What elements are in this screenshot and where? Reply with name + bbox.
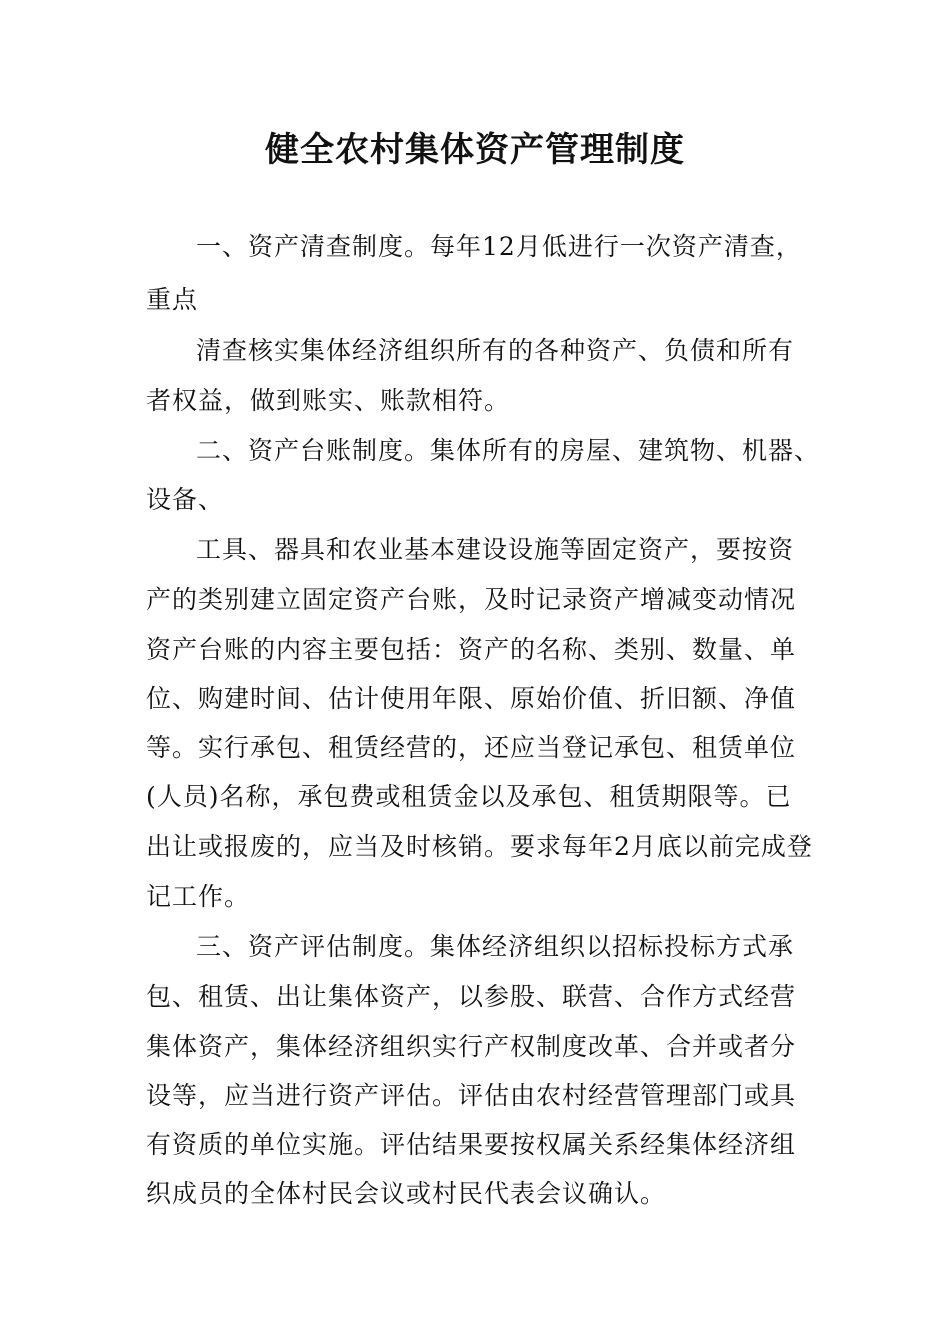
paragraph-line: 有资质的单位实施。评估结果要按权属关系经集体经济组 xyxy=(146,1130,797,1159)
paragraph-line: 一、资产清查制度。每年12月低进行一次资产清查， xyxy=(196,232,802,261)
paragraph-line: 清查核实集体经济组织所有的各种资产、负债和所有 xyxy=(196,336,795,365)
paragraph-line: 工具、器具和农业基本建设设施等固定资产，要按资 xyxy=(196,535,795,564)
paragraph-line: 资产台账的内容主要包括：资产的名称、类别、数量、单 xyxy=(146,635,797,664)
paragraph-line: 重点 xyxy=(146,285,199,314)
paragraph-line: 集体资产，集体经济组织实行产权制度改革、合并或者分 xyxy=(146,1032,797,1061)
paragraph-line: 二、资产台账制度。集体所有的房屋、建筑物、机器、 xyxy=(196,436,821,465)
paragraph-line: 织成员的全体村民会议或村民代表会议确认。 xyxy=(146,1179,667,1208)
paragraph-line: 记工作。 xyxy=(146,882,251,911)
paragraph-line: 三、资产评估制度。集体经济组织以招标投标方式承 xyxy=(196,932,795,961)
paragraph-line: 位、购建时间、估计使用年限、原始价值、折旧额、净值 xyxy=(146,684,797,713)
paragraph-line: 产的类别建立固定资产台账，及时记录资产增减变动情况 xyxy=(146,585,797,614)
paragraph-line: (人员)名称，承包费或租赁金以及承包、租赁期限等。已 xyxy=(146,782,792,811)
paragraph-line: 包、租赁、出让集体资产，以参股、联营、合作方式经营 xyxy=(146,982,797,1011)
document-title: 健全农村集体资产管理制度 xyxy=(265,130,685,170)
paragraph-line: 设备、 xyxy=(146,485,225,514)
paragraph-line: 等。实行承包、租赁经营的，还应当登记承包、租赁单位 xyxy=(146,733,797,762)
paragraph-line: 设等，应当进行资产评估。评估由农村经营管理部门或具 xyxy=(146,1081,797,1110)
paragraph-line: 出让或报废的，应当及时核销。要求每年2月底以前完成登 xyxy=(146,832,813,861)
paragraph-line: 者权益，做到账实、账款相符。 xyxy=(146,386,511,415)
